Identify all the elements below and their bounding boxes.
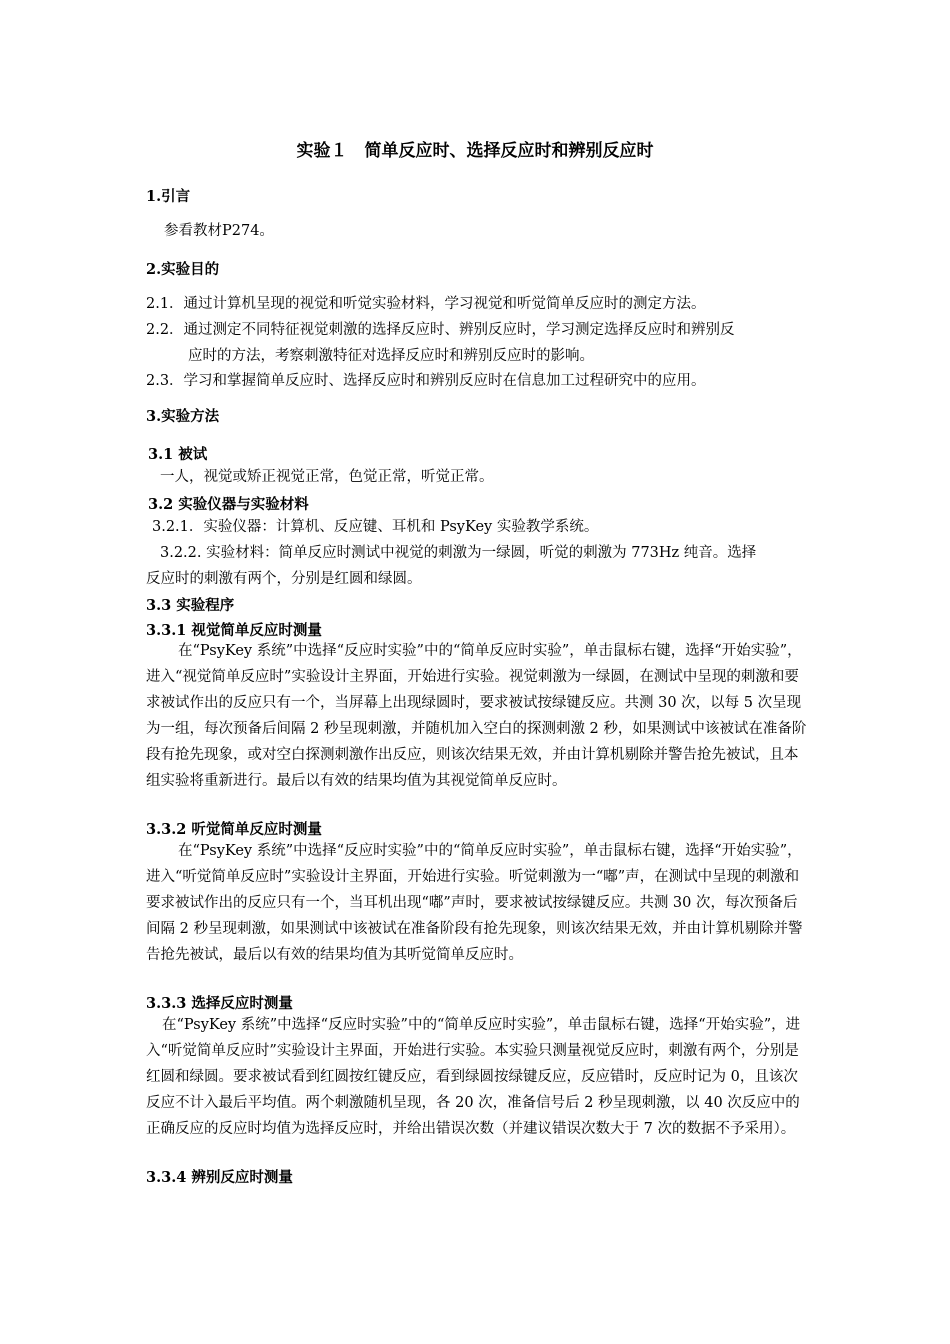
subsection-3-2-2-line-2: 反应时的刺激有两个，分别是红圆和绿圆。	[146, 571, 422, 587]
section-1-heading: 1.引言	[146, 188, 191, 205]
subsection-3-3-1-heading: 3.3.1 视觉简单反应时测量	[146, 622, 322, 639]
subsection-3-3-3-heading: 3.3.3 选择反应时测量	[146, 995, 293, 1012]
section-2-item-2-line-2: 应时的方法，考察刺激特征对选择反应时和辨别反应时的影响。	[188, 348, 594, 364]
section-2-heading: 2.实验目的	[146, 261, 220, 278]
section-3-heading: 3.实验方法	[146, 408, 220, 425]
subsection-3-2-heading: 3.2 实验仪器与实验材料	[148, 496, 309, 513]
subsection-3-3-heading: 3.3 实验程序	[146, 597, 235, 614]
subsection-3-3-3-text: 在“PsyKey 系统”中选择“反应时实验”中的“简单反应时实验”，单击鼠标右键，选择“开始实验”，进入“听觉简单反应时”实验设计主界面，开始进行实验。本实验只测量视觉反应时，刺激有两个，分别是红圆和绿圆。要求被试看到红圆按红键反应，看到绿圆按绿键反应，反应错时，反应时记为 0，且该次反应不计入最后平均值。两个刺激随机呈现，各 20 次，准备信号后 2 秒呈现刺激，以 40 次反应中的正确反应的反应时均值为选择反应时，并给出错误次数（并建议错误次数大于 7 次的数据不予采用）。	[146, 1017, 801, 1137]
section-2-item-2-line-1: 2.2．通过测定不同特征视觉刺激的选择反应时、辨别反应时，学习测定选择反应时和辨别反	[146, 322, 735, 338]
section-1-text: 参看教材P274。	[164, 223, 274, 239]
subsection-3-1-text: 一人，视觉或矫正视觉正常，色觉正常，听觉正常。	[160, 469, 494, 485]
section-2-item-1: 2.1．通过计算机呈现的视觉和听觉实验材料，学习视觉和听觉简单反应时的测定方法。	[146, 296, 706, 312]
subsection-3-2-2-line-1: 3.2.2. 实验材料：简单反应时测试中视觉的刺激为一绿圆，听觉的刺激为 773Hz 纯音。选择	[160, 545, 757, 561]
subsection-3-2-1-text: 3.2.1．实验仪器：计算机、反应键、耳机和 PsyKey 实验教学系统。	[152, 519, 599, 535]
subsection-3-1-heading: 3.1 被试	[148, 446, 208, 463]
document-title: 实验１ 简单反应时、选择反应时和辨别反应时	[296, 141, 654, 161]
subsection-3-3-1-text: 在“PsyKey 系统”中选择“反应时实验”中的“简单反应时实验”，单击鼠标右键，选择“开始实验”，进入“视觉简单反应时”实验设计主界面，开始进行实验。视觉刺激为一绿圆，在测试中呈现的刺激和要求被试作出的反应只有一个，当屏幕上出现绿圆时，要求被试按绿键反应。共测 30 次，以每 5 次呈现为一组，每次预备后间隔 2 秒呈现刺激，并随机加入空白的探测刺激 2 秒，如果测试中该被试在准备阶段有抢先现象，或对空白探测刺激作出反应，则该次结果无效，并由计算机剔除并警告抢先被试，且本组实验将重新进行。最后以有效的结果均值为其视觉简单反应时。	[146, 643, 807, 789]
subsection-3-3-4-heading: 3.3.4 辨别反应时测量	[146, 1169, 293, 1186]
section-2-item-3: 2.3．学习和掌握简单反应时、选择反应时和辨别反应时在信息加工过程研究中的应用。	[146, 373, 706, 389]
subsection-3-3-2-text: 在“PsyKey 系统”中选择“反应时实验”中的“简单反应时实验”，单击鼠标右键，选择“开始实验”，进入“听觉简单反应时”实验设计主界面，开始进行实验。听觉刺激为一“嘟”声，在测试中呈现的刺激和要求被试作出的反应只有一个，当耳机出现“嘟”声时，要求被试按绿键反应。共测 30 次，每次预备后间隔 2 秒呈现刺激，如果测试中该被试在准备阶段有抢先现象，则该次结果无效，并由计算机剔除并警告抢先被试，最后以有效的结果均值为其听觉简单反应时。	[146, 843, 803, 963]
subsection-3-3-2-heading: 3.3.2 听觉简单反应时测量	[146, 821, 322, 838]
